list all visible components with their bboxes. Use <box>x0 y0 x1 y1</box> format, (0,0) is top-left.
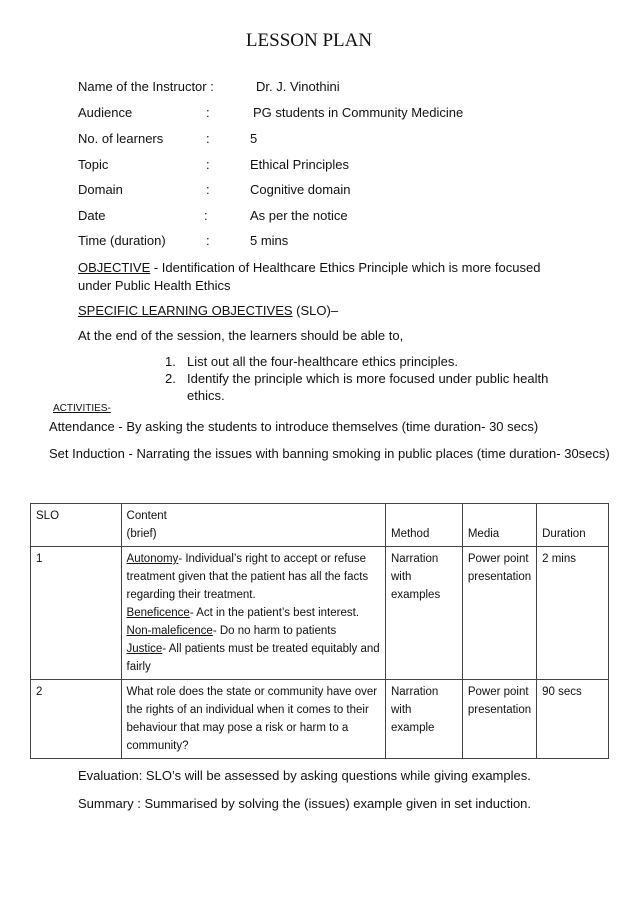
info-label: Topic <box>78 157 109 172</box>
header-media: Media <box>462 504 536 547</box>
list-text: Identify the principle which is more focused under public health ethics. <box>187 371 549 403</box>
info-value: 5 <box>250 131 258 146</box>
cell-duration: 2 mins <box>537 547 609 680</box>
info-label: Name of the Instructor : <box>78 79 214 94</box>
list-number: 2. <box>165 371 176 386</box>
term-autonomy: Autonomy <box>126 553 179 565</box>
cell-slo: 1 <box>31 547 122 680</box>
objective <box>78 259 548 295</box>
info-colon: : <box>206 131 210 146</box>
list-item <box>165 370 565 404</box>
table-row <box>31 680 609 759</box>
cell-duration: 90 secs <box>537 680 609 759</box>
slo-heading-suffix: (SLO)– <box>292 303 339 318</box>
def-beneficence: - Act in the patient’s best interest. <box>189 607 360 619</box>
info-value: Cognitive domain <box>250 182 351 197</box>
term-nonmaleficence: Non-maleficence <box>126 625 213 637</box>
info-colon: : <box>206 105 210 120</box>
def-nonmaleficence: - Do no harm to patients <box>212 625 337 637</box>
page-title: LESSON PLAN <box>245 30 373 51</box>
info-label: Date <box>78 208 106 223</box>
table-row <box>31 547 609 680</box>
set-induction-line: Set Induction - Narrating the issues with banning smoking in public places (time duration- 30secs) <box>49 446 610 461</box>
header-duration: Duration <box>537 504 609 547</box>
term-beneficence: Beneficence <box>126 607 190 619</box>
cell-method: Narration with examples <box>385 547 462 680</box>
activities-heading: ACTIVITIES- <box>53 403 111 414</box>
info-value: As per the notice <box>250 208 348 223</box>
objective-label: OBJECTIVE <box>78 260 151 275</box>
cell-media: Power point presentation <box>462 547 536 680</box>
summary-line: Summary : Summarised by solving the (issues) example given in set induction. <box>78 796 532 811</box>
info-value: Ethical Principles <box>250 157 349 172</box>
table-header-row <box>31 504 609 547</box>
slo-list <box>165 353 565 404</box>
list-item <box>165 353 565 370</box>
cell-slo: 2 <box>31 680 122 759</box>
cell-content: What role does the state or community have over the rights of an individual when it comes to their behaviour that may pose a risk or harm to a community? <box>121 680 385 759</box>
header-slo: SLO <box>31 504 122 547</box>
slo-table <box>30 503 609 759</box>
info-colon: : <box>206 157 210 172</box>
cell-media: Power point presentation <box>462 680 536 759</box>
slo-intro: At the end of the session, the learners should be able to, <box>78 328 404 343</box>
term-justice: Justice <box>126 643 163 655</box>
cell-content <box>121 547 385 680</box>
info-value: 5 mins <box>250 233 289 248</box>
list-number: 1. <box>165 354 176 369</box>
header-content <box>121 504 385 547</box>
def-justice: - All patients must be treated equitably and fairly <box>126 643 380 673</box>
header-content-line2: (brief) <box>126 528 157 540</box>
info-label: Audience <box>78 105 133 120</box>
def-autonomy: - Individual’s right to accept or refuse treatment given that the patient has all the facts regarding their treatment. <box>126 553 369 601</box>
header-content-line1: Content <box>126 510 167 522</box>
info-label: Domain <box>78 182 123 197</box>
info-colon: : <box>206 182 210 197</box>
header-method: Method <box>385 504 462 547</box>
info-label: No. of learners <box>78 131 164 146</box>
evaluation-line: Evaluation: SLO’s will be assessed by asking questions while giving examples. <box>78 768 531 783</box>
info-colon: : <box>206 233 210 248</box>
objective-text: - Identification of Healthcare Ethics Principle which is more focused under Public Health Ethics <box>78 260 541 293</box>
slo-heading <box>78 302 548 320</box>
info-value: PG students in Community Medicine <box>253 105 464 120</box>
info-colon: : <box>204 208 208 223</box>
info-value: Dr. J. Vinothini <box>256 79 340 94</box>
slo-heading-text: SPECIFIC LEARNING OBJECTIVES <box>78 303 293 318</box>
list-text: List out all the four-healthcare ethics principles. <box>187 354 458 369</box>
cell-method: Narration with example <box>385 680 462 759</box>
info-label: Time (duration) <box>78 233 166 248</box>
attendance-line: Attendance - By asking the students to introduce themselves (time duration- 30 secs) <box>49 419 539 434</box>
